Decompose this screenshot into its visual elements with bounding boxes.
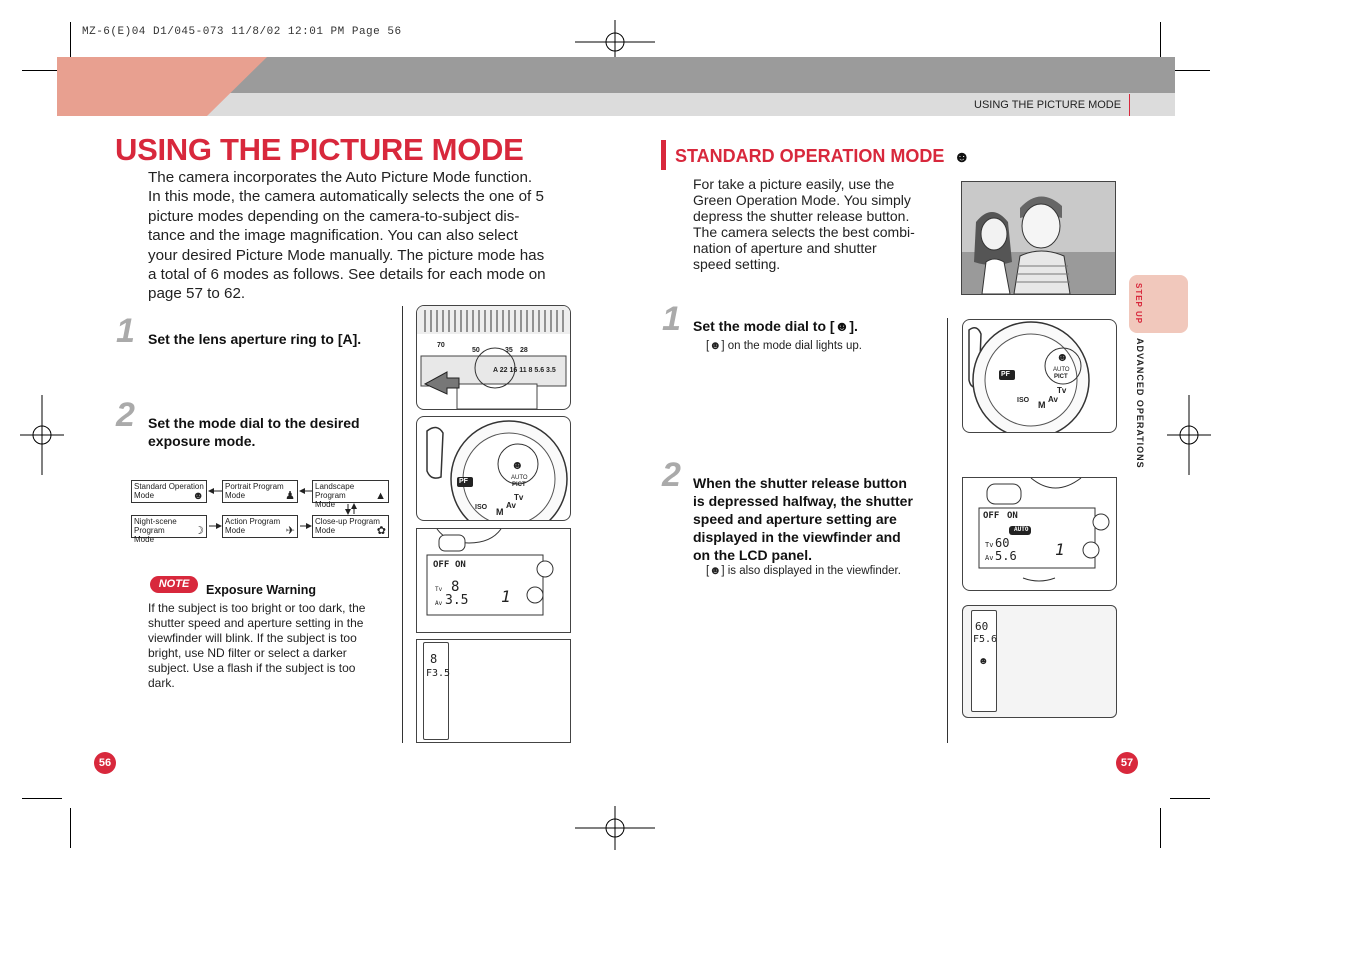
registration-mark [575, 806, 655, 850]
portrait-mode-icon: ♟ [285, 490, 295, 502]
crop-mark [1170, 70, 1210, 71]
vf-shutter: 60 [975, 620, 989, 633]
crop-mark [1160, 22, 1161, 62]
step-line: is depressed halfway, the shutter [693, 493, 913, 509]
lcd-panel-illustration [416, 528, 571, 633]
dial-auto-label: AUTO [1053, 367, 1070, 373]
vf-aperture: F3.5 [426, 668, 451, 679]
page-number: 57 [1116, 752, 1138, 774]
section-intro [693, 176, 953, 272]
dial-m-label: M [496, 507, 504, 517]
step-subnote [706, 340, 862, 352]
intro-line: speed setting. [693, 256, 781, 272]
step-line: displayed in the viewfinder and [693, 529, 901, 545]
step-number: 2 [662, 456, 681, 494]
section-title-text: STANDARD OPERATION MODE [675, 146, 945, 166]
lcd-off: OFF [983, 511, 1000, 521]
dial-pf-label: PF [459, 478, 468, 485]
page-title: USING THE PICTURE MODE [115, 132, 524, 167]
note-line: shutter speed and aperture setting in the [148, 616, 364, 630]
note-line: dark. [148, 676, 175, 690]
flow-arrows [200, 478, 370, 542]
subnote-text: ] is also displayed in the viewfinder. [721, 565, 901, 577]
lcd-av-label: Av [435, 600, 443, 607]
step-number: 1 [116, 312, 135, 350]
flow-label: Standard Operation [134, 482, 204, 491]
viewfinder-illustration [416, 639, 571, 743]
column-divider [402, 306, 403, 743]
note-line: bright, use ND filter or select a darker [148, 646, 347, 660]
dial-auto-label: AUTO [511, 475, 528, 481]
lens-scale-label: 50 [472, 347, 480, 354]
landscape-mode-icon: ▲ [375, 490, 386, 502]
intro-line: In this mode, the camera automatically selects the one of 5 [148, 188, 544, 206]
step-instruction [148, 414, 360, 450]
step-text: ]. [849, 318, 858, 334]
lcd-on: ON [455, 560, 466, 570]
intro-line: depress the shutter release button. [693, 208, 910, 224]
side-tab-section: ADVANCED OPERATIONS [1135, 338, 1145, 469]
running-title-bar [1129, 94, 1130, 116]
crop-mark [70, 808, 71, 848]
step-instruction [693, 474, 943, 564]
intro-line: Green Operation Mode. You simply [693, 192, 911, 208]
standard-mode-icon: ☻ [978, 656, 989, 667]
lcd-tv-label: Tv [435, 586, 443, 593]
flow-label: Close-up Program [315, 517, 380, 526]
intro-line: picture modes depending on the camera-to-subject dis- [148, 207, 520, 225]
standard-mode-icon: ☻ [709, 340, 722, 352]
note-badge: NOTE [150, 576, 198, 593]
running-title: USING THE PICTURE MODE [974, 99, 1122, 111]
standard-mode-icon: ☻ [192, 490, 204, 502]
column-divider-right [947, 318, 948, 743]
subnote-text: [ [706, 565, 710, 577]
flow-label: Landscape Program [315, 482, 355, 500]
page-number: 56 [94, 752, 116, 774]
note-title: Exposure Warning [206, 583, 316, 597]
step-line: Set the mode dial to the desired [148, 415, 360, 431]
lcd-tv-label: Tv [985, 541, 994, 549]
lcd-av-label: Av [985, 554, 994, 562]
flow-label: Portrait Program [225, 482, 284, 491]
flow-box-standard [131, 480, 207, 503]
flow-label: Mode [225, 526, 246, 535]
lcd-frame-count: 1 [1055, 540, 1065, 559]
dial-pict-label: PICT [1054, 374, 1068, 380]
standard-mode-icon: ☻ [1056, 350, 1069, 364]
step-text: Set the mode dial to [ [693, 318, 835, 334]
intro-paragraph [148, 168, 578, 304]
flow-label: Mode [315, 526, 336, 535]
registration-mark [20, 395, 64, 475]
note-line: If the subject is too bright or too dark, the [148, 601, 366, 615]
intro-line: a total of 6 modes as follows. See details for each mode on [148, 266, 546, 284]
crop-mark [22, 798, 62, 799]
vf-aperture: F5.6 [973, 634, 998, 645]
flow-label: Mode [134, 491, 155, 500]
registration-mark [1167, 395, 1211, 475]
aperture-scale: A 22 16 11 8 5.6 3.5 [493, 367, 556, 374]
dial-m-label: M [1038, 400, 1046, 410]
subnote-text: [ [706, 340, 710, 352]
viewfinder-illustration [962, 605, 1117, 718]
lcd-off: OFF [433, 560, 450, 570]
crop-mark [22, 70, 62, 71]
step-line: speed and aperture setting are [693, 511, 897, 527]
step-line: on the LCD panel. [693, 547, 812, 563]
crop-mark [1170, 798, 1210, 799]
step-instruction [693, 317, 858, 335]
dial-pf-label: PF [1001, 371, 1010, 378]
dial-iso-label: ISO [475, 504, 488, 511]
note-line: viewfinder will blink. If the subject is too [148, 631, 357, 645]
dial-av-label: Av [506, 501, 516, 510]
standard-mode-icon: ☻ [709, 565, 722, 577]
lcd-tv-value: 60 [995, 536, 1010, 550]
intro-line: The camera incorporates the Auto Picture Mode function. [148, 169, 533, 186]
flow-label: Mode [134, 535, 155, 544]
lens-scale-label: 35 [505, 347, 513, 354]
intro-line: page 57 to 62. [148, 285, 246, 303]
flow-label: Mode [225, 491, 246, 500]
crop-mark [70, 22, 71, 62]
note-line: subject. Use a flash if the subject is too [148, 661, 356, 675]
dial-pict-label: PICT [512, 482, 526, 488]
lcd-frame-count: 1 [501, 587, 511, 606]
flow-box-night [131, 515, 207, 544]
intro-line: your desired Picture Mode manually. The picture mode has [148, 246, 545, 264]
print-slug: MZ-6(E)04 D1/045-073 11/8/02 12:01 PM Page 56 [82, 26, 402, 38]
flow-label: Mode [315, 500, 336, 509]
step-instruction: Set the lens aperture ring to [A]. [148, 331, 362, 347]
step-line: exposure mode. [148, 433, 256, 449]
dial-av-label: Av [1048, 395, 1058, 404]
vf-shutter: 8 [430, 652, 438, 666]
intro-line: The camera selects the best combi- [693, 224, 915, 240]
lens-illustration [416, 305, 571, 410]
night-mode-icon: ☽ [194, 525, 204, 537]
lcd-on: ON [1007, 511, 1018, 521]
step-number: 2 [116, 396, 135, 434]
mode-dial-illustration [962, 319, 1117, 433]
note-body [148, 601, 398, 691]
lcd-av-value: 3.5 [445, 593, 469, 608]
sample-photo [961, 181, 1116, 295]
section-bar [661, 140, 666, 170]
section-title [675, 146, 970, 167]
step-number: 1 [662, 300, 681, 338]
lcd-av-value: 5.6 [995, 549, 1017, 563]
header-salmon-wedge [57, 57, 267, 116]
subnote-text: ] on the mode dial lights up. [721, 340, 862, 352]
flow-label: Night-scene Program [134, 517, 177, 535]
lens-scale-label: 70 [437, 342, 445, 349]
dial-iso-label: ISO [1017, 397, 1030, 404]
mode-dial-illustration [416, 416, 571, 521]
step-line: When the shutter release button [693, 475, 907, 491]
step-subnote [706, 565, 901, 577]
standard-mode-icon: ☻ [834, 318, 850, 334]
dial-tv-label: Tv [1057, 386, 1067, 395]
intro-line: For take a picture easily, use the [693, 176, 895, 192]
lcd-auto: AUTO [1014, 526, 1029, 533]
standard-mode-icon: ☻ [953, 149, 971, 166]
intro-line: tance and the image magnification. You can also select [148, 227, 518, 245]
side-tab-step: STEP UP [1134, 283, 1143, 325]
standard-mode-icon: ☻ [511, 458, 524, 472]
closeup-mode-icon: ✿ [376, 525, 386, 537]
action-mode-icon: ✈ [285, 525, 295, 537]
lcd-tv-value: 8 [451, 579, 460, 595]
lens-scale-label: 28 [520, 347, 528, 354]
crop-mark [1160, 808, 1161, 848]
flow-label: Action Program [225, 517, 281, 526]
lcd-panel-illustration [962, 477, 1117, 591]
dial-tv-label: Tv [514, 493, 524, 502]
intro-line: nation of aperture and shutter [693, 240, 877, 256]
